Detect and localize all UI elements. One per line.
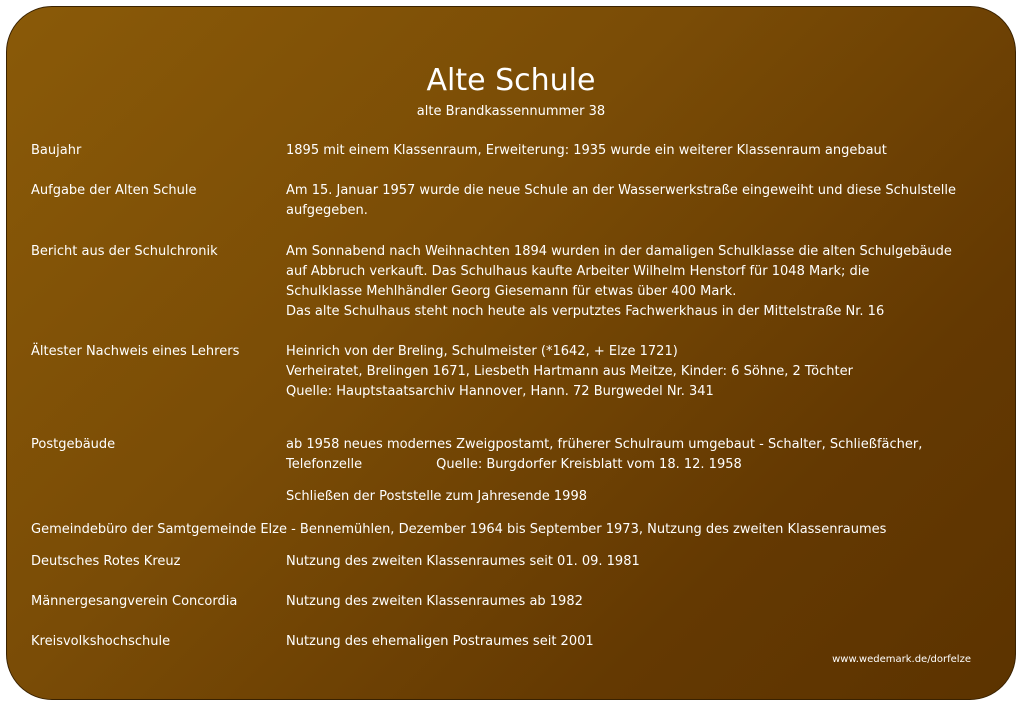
row-value	[286, 141, 1006, 161]
row-text-line: Am Sonnabend nach Weihnachten 1894 wurden in der damaligen Schulklasse die alten Schulgebäude	[286, 244, 952, 259]
source-text: Quelle: Burgdorfer Kreisblatt vom 18. 12. 1958	[436, 457, 742, 472]
info-card	[6, 6, 1016, 700]
row-label: Männergesangverein Concordia	[31, 594, 238, 609]
row-text-line: aufgegeben.	[286, 203, 368, 218]
row-text-line: 1895 mit einem Klassenraum, Erweiterung: 1935 wurde ein weiterer Klassenraum angebaut	[286, 143, 887, 158]
full-line-gemeindebuero: Gemeindebüro der Samtgemeinde Elze - Bennemühlen, Dezember 1964 bis September 1973, Nutzung des zweiten Klassenraumes	[31, 522, 887, 537]
row-text-line: Am 15. Januar 1957 wurde die neue Schule an der Wasserwerkstraße eingeweiht und diese Schulstelle	[286, 183, 956, 198]
row-text-line: Das alte Schulhaus steht noch heute als verputztes Fachwerkhaus in der Mittelstraße Nr. 16	[286, 304, 885, 319]
row-text-line: Heinrich von der Breling, Schulmeister (*1642, + Elze 1721)	[286, 344, 678, 359]
row-text-line: Nutzung des zweiten Klassenraumes ab 1982	[286, 594, 583, 609]
row-label: Baujahr	[31, 143, 82, 158]
page-title: Alte Schule	[426, 63, 596, 98]
row-text-line: ab 1958 neues modernes Zweigpostamt, früherer Schulraum umgebaut - Schalter, Schließfächer,	[286, 437, 923, 452]
row-label: Bericht aus der Schulchronik	[31, 244, 218, 259]
row-value	[286, 592, 1006, 612]
row-text-line: Schulklasse Mehlhändler Georg Giesemann für etwas über 400 Mark.	[286, 284, 737, 299]
row-label: Deutsches Rotes Kreuz	[31, 554, 181, 569]
row-text-line: Nutzung des zweiten Klassenraumes seit 01. 09. 1981	[286, 554, 640, 569]
row-text-line: Verheiratet, Brelingen 1671, Liesbeth Hartmann aus Meitze, Kinder: 6 Söhne, 2 Töchter	[286, 364, 853, 379]
row-value	[286, 552, 1006, 572]
row-text-line: Nutzung des ehemaligen Postraumes seit 2001	[286, 634, 594, 649]
row-label: Aufgabe der Alten Schule	[31, 183, 197, 198]
row-value	[286, 632, 1006, 652]
row-value	[286, 342, 1006, 402]
row-label: Kreisvolkshochschule	[31, 634, 171, 649]
telefonzelle-text: Telefonzelle	[286, 457, 363, 472]
footer-url: www.wedemark.de/dorfelze	[832, 654, 971, 665]
row-label: Postgebäude	[31, 437, 116, 452]
row-text-line: Quelle: Hauptstaatsarchiv Hannover, Hann. 72 Burgwedel Nr. 341	[286, 384, 714, 399]
row-text-line	[286, 455, 1006, 475]
row-text-line: auf Abbruch verkauft. Das Schulhaus kaufte Arbeiter Wilhelm Henstorf für 1048 Mark; die	[286, 264, 870, 279]
row-value	[286, 435, 1006, 475]
row-label: Ältester Nachweis eines Lehrers	[31, 344, 240, 359]
page-subtitle: alte Brandkassennummer 38	[416, 104, 606, 119]
row-value	[286, 487, 1006, 507]
row-text-line: Schließen der Poststelle zum Jahresende 1998	[286, 489, 587, 504]
row-value	[286, 181, 1006, 221]
row-value	[286, 242, 1006, 322]
